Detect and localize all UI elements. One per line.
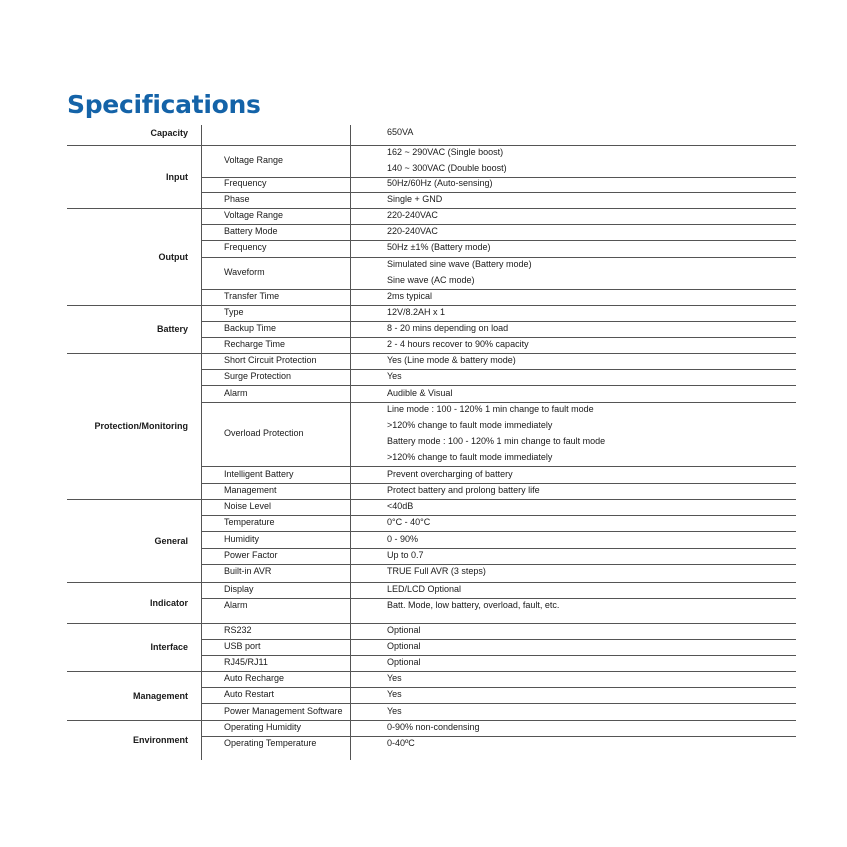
row-divider bbox=[201, 564, 796, 565]
spec-value: 0 - 90% bbox=[387, 533, 419, 544]
spec-value: 50Hz ±1% (Battery mode) bbox=[387, 242, 491, 253]
spec-label: Voltage Range bbox=[224, 154, 284, 165]
spec-value: <40dB bbox=[387, 501, 414, 512]
spec-value: Sine wave (AC mode) bbox=[387, 274, 475, 285]
row-divider bbox=[201, 224, 796, 225]
spec-value: 50Hz/60Hz (Auto-sensing) bbox=[387, 178, 493, 189]
row-divider bbox=[201, 385, 796, 386]
group-name: Battery bbox=[156, 324, 188, 334]
spec-label: Backup Time bbox=[224, 323, 277, 333]
group-name: Environment bbox=[132, 735, 188, 745]
row-divider bbox=[201, 703, 796, 704]
group-divider bbox=[67, 623, 796, 624]
spec-label: Short Circuit Protection bbox=[224, 355, 317, 366]
spec-value: Protect battery and prolong battery life bbox=[387, 484, 540, 495]
spec-value: 140 ~ 300VAC (Double boost) bbox=[387, 162, 507, 173]
specifications-table bbox=[67, 125, 796, 760]
spec-label: Overload Protection bbox=[224, 428, 304, 438]
group-divider bbox=[67, 671, 796, 672]
group-divider bbox=[67, 305, 796, 306]
row-divider bbox=[201, 655, 796, 656]
spec-label: Power Management Software bbox=[224, 705, 343, 716]
spec-value: 2 - 4 hours recover to 90% capacity bbox=[387, 339, 529, 349]
row-divider bbox=[201, 466, 796, 467]
spec-value: Optional bbox=[387, 657, 421, 667]
spec-value: Yes bbox=[387, 689, 402, 700]
row-divider bbox=[201, 598, 796, 599]
spec-label: Frequency bbox=[224, 242, 267, 253]
spec-value: >120% change to fault mode immediately bbox=[387, 452, 553, 463]
spec-value: Optional bbox=[387, 625, 421, 635]
group-name: Indicator bbox=[149, 597, 188, 608]
group-name: Input bbox=[166, 171, 188, 182]
row-divider bbox=[201, 321, 796, 322]
row-divider bbox=[201, 687, 796, 688]
spec-label: Auto Recharge bbox=[224, 673, 285, 684]
spec-value: Yes bbox=[387, 673, 402, 684]
row-divider bbox=[201, 639, 796, 640]
spec-value: Single + GND bbox=[387, 194, 443, 205]
spec-value: 0-40ºC bbox=[387, 738, 415, 749]
spec-value: 650VA bbox=[387, 127, 414, 138]
group-name: Capacity bbox=[150, 128, 188, 139]
spec-value: Battery mode : 100 - 120% 1 min change to fault mode bbox=[387, 436, 606, 447]
row-divider bbox=[201, 515, 796, 516]
column-divider bbox=[350, 125, 351, 760]
row-divider bbox=[201, 192, 796, 193]
row-divider bbox=[201, 736, 796, 737]
spec-label: Operating Temperature bbox=[224, 738, 317, 749]
spec-value: >120% change to fault mode immediately bbox=[387, 419, 553, 430]
group-name: Management bbox=[132, 690, 188, 701]
group-divider bbox=[67, 145, 796, 146]
row-divider bbox=[201, 483, 796, 484]
row-divider bbox=[201, 548, 796, 549]
spec-value: Simulated sine wave (Battery mode) bbox=[387, 258, 532, 269]
spec-value: 8 - 20 mins depending on load bbox=[387, 323, 509, 333]
spec-label: Surge Protection bbox=[224, 371, 292, 382]
spec-label: Power Factor bbox=[224, 549, 278, 560]
row-divider bbox=[201, 337, 796, 338]
spec-value: 0-90% non-condensing bbox=[387, 722, 480, 733]
spec-value: TRUE Full AVR (3 steps) bbox=[387, 565, 486, 576]
spec-value: LED/LCD Optional bbox=[387, 584, 462, 595]
spec-value: Yes bbox=[387, 371, 402, 382]
spec-label: Alarm bbox=[224, 600, 248, 611]
spec-label: Operating Humidity bbox=[224, 722, 302, 733]
spec-label: Recharge Time bbox=[224, 339, 286, 349]
spec-label: Built-in AVR bbox=[224, 565, 272, 576]
spec-label: Type bbox=[224, 307, 244, 317]
spec-value: Yes bbox=[387, 705, 402, 716]
row-divider bbox=[201, 289, 796, 290]
group-divider bbox=[67, 582, 796, 583]
spec-value: 2ms typical bbox=[387, 290, 433, 301]
spec-label: Transfer Time bbox=[224, 290, 280, 301]
group-divider bbox=[67, 720, 796, 721]
spec-label: RJ45/RJ11 bbox=[224, 657, 268, 667]
spec-value: 220-240VAC bbox=[387, 210, 438, 221]
row-divider bbox=[201, 531, 796, 532]
spec-label: Frequency bbox=[224, 178, 267, 189]
spec-label: USB port bbox=[224, 641, 261, 651]
spec-label: Humidity bbox=[224, 533, 260, 544]
spec-label: Phase bbox=[224, 194, 250, 205]
group-divider bbox=[67, 353, 796, 354]
row-divider bbox=[201, 369, 796, 370]
spec-label: Display bbox=[224, 584, 254, 595]
spec-value: Optional bbox=[387, 641, 421, 651]
spec-value: 162 ~ 290VAC (Single boost) bbox=[387, 146, 504, 157]
spec-value: 0°C - 40°C bbox=[387, 517, 431, 528]
row-divider bbox=[201, 257, 796, 258]
spec-label: RS232 bbox=[224, 625, 252, 635]
row-divider bbox=[201, 402, 796, 403]
spec-label: Voltage Range bbox=[224, 210, 284, 221]
spec-label: Intelligent Battery bbox=[224, 468, 294, 479]
spec-label: Noise Level bbox=[224, 501, 272, 512]
spec-label: Waveform bbox=[224, 266, 265, 277]
spec-label: Battery Mode bbox=[224, 226, 278, 237]
row-divider bbox=[201, 177, 796, 178]
spec-value: Audible & Visual bbox=[387, 387, 453, 398]
spec-label: Management bbox=[224, 484, 277, 495]
spec-value: Batt. Mode, low battery, overload, fault, etc. bbox=[387, 600, 560, 611]
column-divider bbox=[201, 125, 202, 760]
spec-label: Temperature bbox=[224, 517, 275, 528]
spec-value: Yes (Line mode & battery mode) bbox=[387, 355, 516, 366]
spec-value: Up to 0.7 bbox=[387, 549, 424, 560]
group-divider bbox=[67, 208, 796, 209]
spec-value: Prevent overcharging of battery bbox=[387, 468, 513, 479]
group-name: Interface bbox=[150, 642, 188, 652]
spec-label: Alarm bbox=[224, 387, 248, 398]
group-name: General bbox=[154, 535, 188, 546]
spec-label: Auto Restart bbox=[224, 689, 275, 700]
group-divider bbox=[67, 499, 796, 500]
page-title: Specifications bbox=[67, 90, 261, 119]
spec-value: 12V/8.2AH x 1 bbox=[387, 307, 446, 317]
spec-value: 220-240VAC bbox=[387, 226, 438, 237]
group-name: Protection/Monitoring bbox=[94, 421, 188, 431]
row-divider bbox=[201, 240, 796, 241]
spec-value: Line mode : 100 - 120% 1 min change to fault mode bbox=[387, 403, 594, 414]
group-name: Output bbox=[158, 251, 188, 262]
